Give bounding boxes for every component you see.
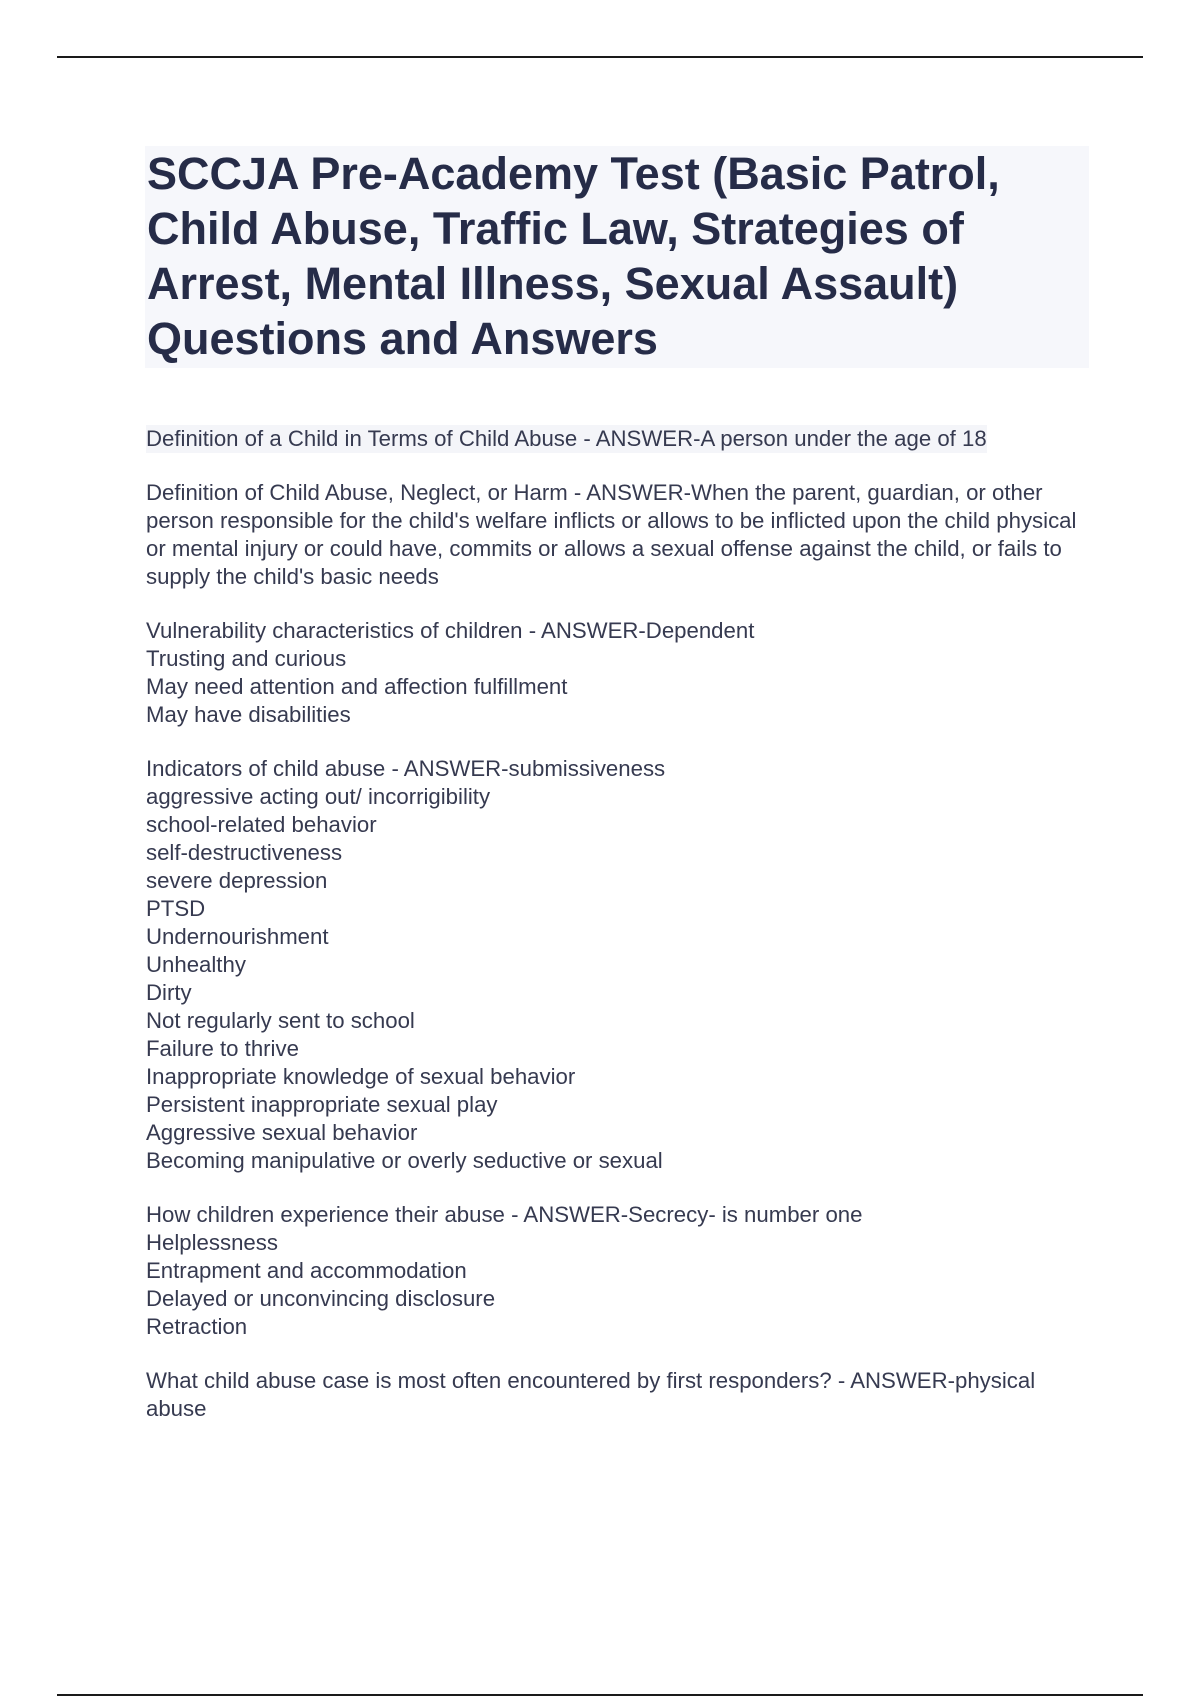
qa-line: Vulnerability characteristics of children - ANSWER-Dependent <box>146 618 755 643</box>
qa-line: Unhealthy <box>146 952 246 977</box>
qa-line: May need attention and affection fulfillment <box>146 674 568 699</box>
qa-line: Aggressive sexual behavior <box>146 1120 418 1145</box>
qa-line: May have disabilities <box>146 702 351 727</box>
qa-line: Inappropriate knowledge of sexual behavior <box>146 1064 576 1089</box>
qa-line: Persistent inappropriate sexual play <box>146 1092 498 1117</box>
qa-line: Definition of Child Abuse, Neglect, or Harm - ANSWER-When the parent, guardian, or other person responsible for the child's welfare inflicts or allows to be inflicted upon the child physical or mental injury or could have, commits or allows a sexual offense against the child, or fails to supply the child's basic needs <box>146 480 1077 589</box>
qa-line: Entrapment and accommodation <box>146 1258 467 1283</box>
qa-line: Definition of a Child in Terms of Child Abuse - ANSWER-A person under the age of 18 <box>146 426 987 451</box>
qa-item-3 <box>146 617 1096 729</box>
qa-line: aggressive acting out/ incorrigibility <box>146 784 491 809</box>
qa-line: self-destructiveness <box>146 840 343 865</box>
qa-line: Failure to thrive <box>146 1036 299 1061</box>
bottom-rule <box>57 1694 1143 1696</box>
qa-item-1 <box>146 425 1096 453</box>
qa-line: Retraction <box>146 1314 248 1339</box>
qa-line: Trusting and curious <box>146 646 347 671</box>
qa-line: What child abuse case is most often encountered by first responders? - ANSWER-physical abuse <box>146 1368 1036 1421</box>
qa-line: How children experience their abuse - ANSWER-Secrecy- is number one <box>146 1202 863 1227</box>
document-title: SCCJA Pre-Academy Test (Basic Patrol, Child Abuse, Traffic Law, Strategies of Arrest, Mental Illness, Sexual Assault) Questions and Answers <box>147 148 1000 364</box>
qa-item-2 <box>146 479 1096 591</box>
qa-line: Becoming manipulative or overly seductive or sexual <box>146 1148 663 1173</box>
qa-item-4 <box>146 755 1096 1175</box>
qa-item-6 <box>146 1367 1046 1423</box>
qa-item-5 <box>146 1201 1096 1341</box>
qa-line: Undernourishment <box>146 924 329 949</box>
qa-line: Not regularly sent to school <box>146 1008 415 1033</box>
qa-line: Dirty <box>146 980 192 1005</box>
qa-line: severe depression <box>146 868 328 893</box>
qa-line: school-related behavior <box>146 812 377 837</box>
qa-line: Indicators of child abuse - ANSWER-submissiveness <box>146 756 666 781</box>
title-block <box>145 146 1089 368</box>
qa-list <box>146 425 1096 1449</box>
qa-line: PTSD <box>146 896 206 921</box>
top-rule <box>57 56 1143 58</box>
qa-line: Delayed or unconvincing disclosure <box>146 1286 496 1311</box>
qa-line: Helplessness <box>146 1230 278 1255</box>
